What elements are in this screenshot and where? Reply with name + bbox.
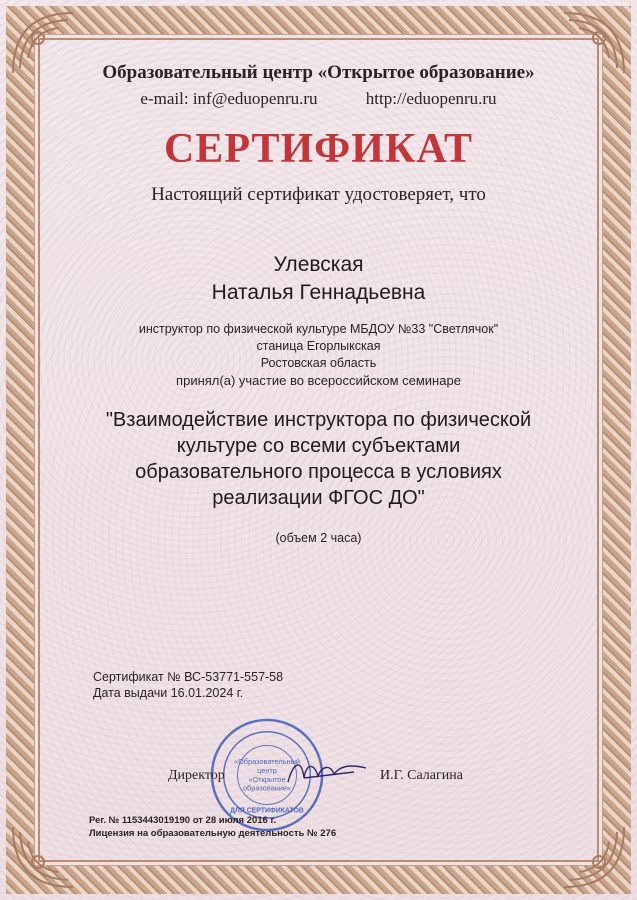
certifies-text: Настоящий сертификат удостоверяет, что [151, 184, 486, 205]
participation-text: принял(а) участие во всероссийском семинаре [176, 373, 461, 388]
certificate-title: СЕРТИФИКАТ [163, 126, 474, 172]
seminar-volume: (объем 2 часа) [275, 531, 362, 545]
stamp-line-3: «Открытое [248, 774, 286, 784]
signature-icon [284, 752, 370, 792]
stamp-line-4: образование» [242, 783, 292, 793]
registration-number: Рег. № 1153443019190 от 28 июля 2016 г. [89, 815, 277, 826]
issue-date: Дата выдачи 16.01.2024 г. [93, 686, 244, 700]
signer-name: И.Г. Салагина [380, 768, 463, 783]
recipient-given-names: Наталья Геннадьевна [211, 281, 426, 304]
stamp-line-2: центр [257, 766, 277, 776]
director-label: Директор [168, 768, 225, 783]
recipient-surname: Улевская [273, 253, 364, 276]
email-text: e-mail: inf@eduopenru.ru [140, 89, 318, 108]
license-number: Лицензия на образовательную деятельность № 276 [89, 828, 337, 839]
seminar-title: "Взаимодействие инструктора по физической культуре со всеми субъектами образовательного процесса в условиях реализации ФГОС ДО" [105, 409, 532, 509]
website-text: http://eduopenru.ru [365, 89, 497, 108]
organization-name: Образовательный центр «Открытое образование» [102, 62, 535, 83]
certificate-number: Сертификат № ВС-53771-557-58 [93, 670, 284, 684]
recipient-region: Ростовская область [260, 356, 377, 370]
recipient-position: инструктор по физической культуре МБДОУ №33 "Светлячок" [138, 322, 499, 336]
stamp-bottom-text: ДЛЯ СЕРТИФИКАТОВ [230, 807, 304, 815]
corner-ornament-icon [559, 822, 629, 892]
stamp-line-1: «Образовательный [233, 757, 301, 767]
corner-ornament-icon [8, 822, 78, 892]
contacts-line [0, 89, 637, 109]
recipient-locality: станица Егорлыкская [256, 339, 381, 353]
